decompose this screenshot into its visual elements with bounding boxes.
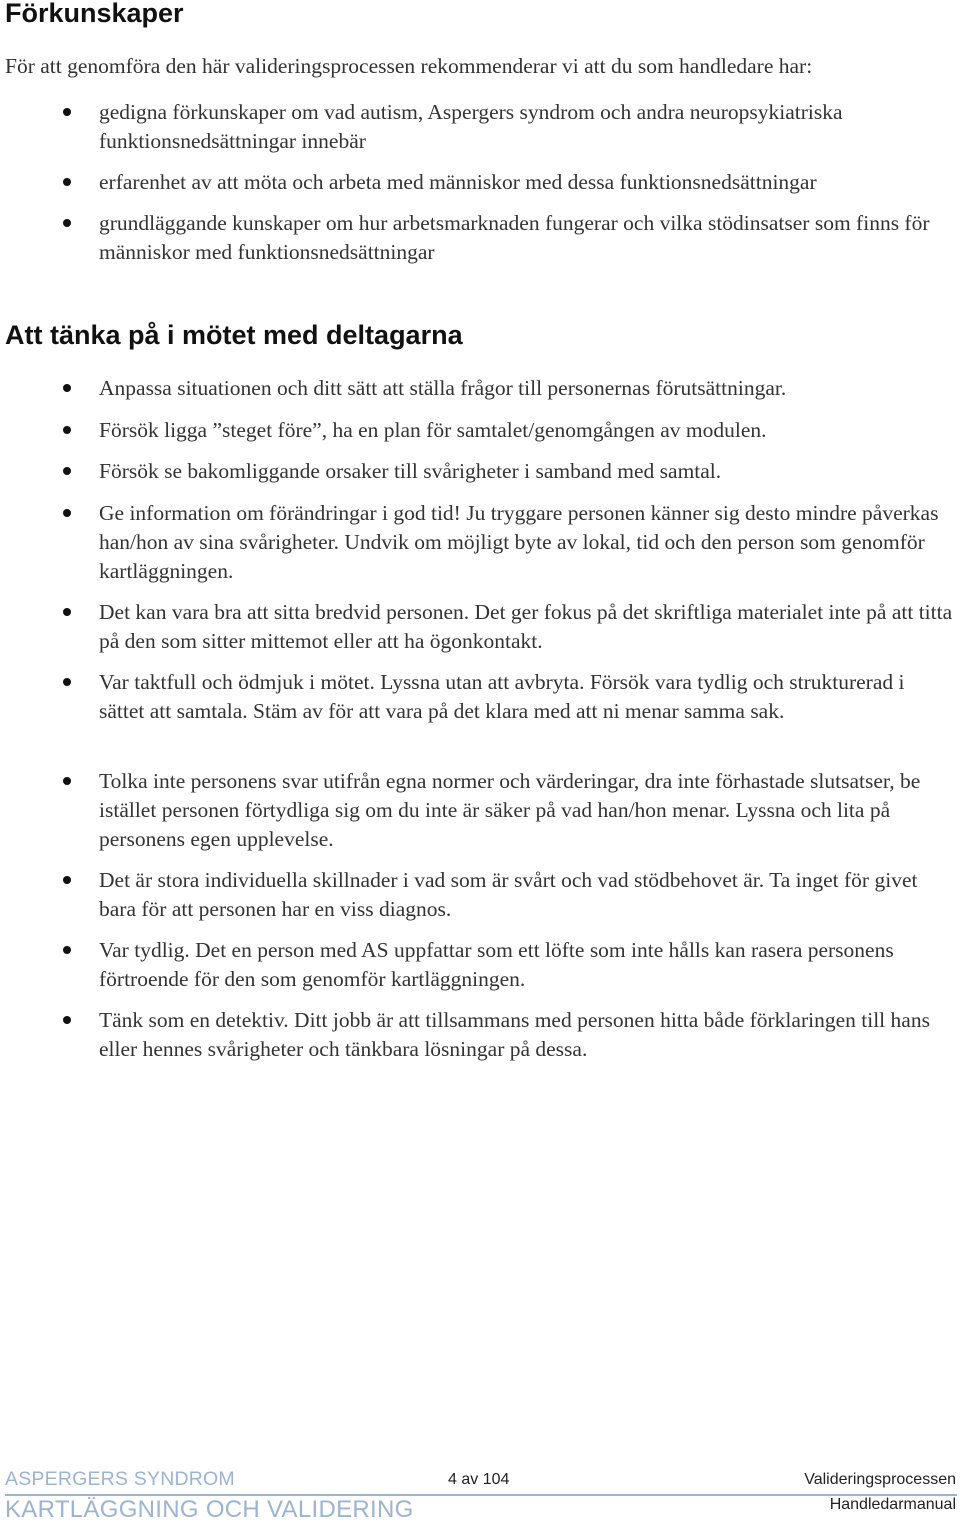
- footer-section-name: Valideringsprocessen: [804, 1471, 956, 1488]
- list-item-text: grundläggande kunskaper om hur arbetsmarknaden fungerar och vilka stödinsatser som finns för människor med funktionsnedsättningar: [99, 211, 930, 264]
- list-item-text: Tänk som en detektiv. Ditt jobb är att tillsammans med personen hitta både förklaringen till hans eller hennes svårigheter och tänkbara lösningar på dessa.: [99, 1008, 930, 1061]
- bullet-icon: [63, 608, 71, 616]
- bullet-icon: [63, 509, 71, 517]
- list-item-text: erfarenhet av att möta och arbeta med människor med dessa funktionsnedsättningar: [99, 170, 817, 194]
- footer-subtitle: KARTLÄGGNING OCH VALIDERING: [5, 1496, 414, 1523]
- section-heading-prerequisites: Förkunskaper: [5, 0, 184, 28]
- bullet-icon: [63, 384, 71, 392]
- bullet-icon: [63, 678, 71, 686]
- list-item-text: Ge information om förändringar i god tid! Ju tryggare personen känner sig desto mindre påverkas han/hon av sina svårigheter. Undvik om möjligt byte av lokal, tid och den person som genomför kartläggningen.: [99, 501, 939, 583]
- list-item-text: Försök ligga ”steget före”, ha en plan för samtalet/genomgången av modulen.: [99, 418, 767, 442]
- list-item-text: gedigna förkunskaper om vad autism, Aspergers syndrom och andra neuropsykiatriska funktionsnedsättningar innebär: [99, 100, 843, 153]
- bullet-icon: [63, 219, 71, 227]
- page-footer: [0, 1464, 960, 1524]
- list-item-text: Var taktfull och ödmjuk i mötet. Lyssna utan att avbryta. Försök vara tydlig och strukturerad i sättet att samtala. Stäm av för att vara på det klara med att ni menar samma sak.: [99, 670, 905, 723]
- bullet-icon: [63, 876, 71, 884]
- bullet-icon: [63, 178, 71, 186]
- footer-manual-name: Handledarmanual: [829, 1496, 956, 1513]
- list-item-text: Var tydlig. Det en person med AS uppfattar som ett löfte som inte hålls kan rasera personens förtroende för den som genomför kartläggningen.: [99, 938, 894, 991]
- list-item-text: Anpassa situationen och ditt sätt att ställa frågor till personernas förutsättningar.: [99, 376, 787, 400]
- bullet-icon: [63, 946, 71, 954]
- list-item-text: Det är stora individuella skillnader i vad som är svårt och vad stödbehovet är. Ta inget för givet bara för att personen har en viss diagnos.: [99, 868, 918, 921]
- list-item-text: Tolka inte personens svar utifrån egna normer och värderingar, dra inte förhastade slutsatser, be istället personen förtydliga sig om du inte är säker på vad han/hon menar. Lyssna och lita på personens egen upplevelse.: [99, 769, 921, 851]
- bullet-icon: [63, 108, 71, 116]
- intro-paragraph: För att genomföra den här valideringsprocessen rekommenderar vi att du som handledare har:: [5, 54, 813, 78]
- list-item-text: Det kan vara bra att sitta bredvid personen. Det ger fokus på det skriftliga materialet inte på att titta på den som sitter mittemot eller att ha ögonkontakt.: [99, 600, 953, 653]
- section-heading-meeting: Att tänka på i mötet med deltagarna: [5, 320, 463, 350]
- bullet-icon: [63, 777, 71, 785]
- page-number: 4 av 104: [448, 1471, 510, 1488]
- bullet-icon: [63, 467, 71, 475]
- list-item-text: Försök se bakomliggande orsaker till svårigheter i samband med samtal.: [99, 459, 722, 483]
- footer-title: ASPERGERS SYNDROM: [5, 1468, 235, 1490]
- bullet-icon: [63, 426, 71, 434]
- bullet-icon: [63, 1016, 71, 1024]
